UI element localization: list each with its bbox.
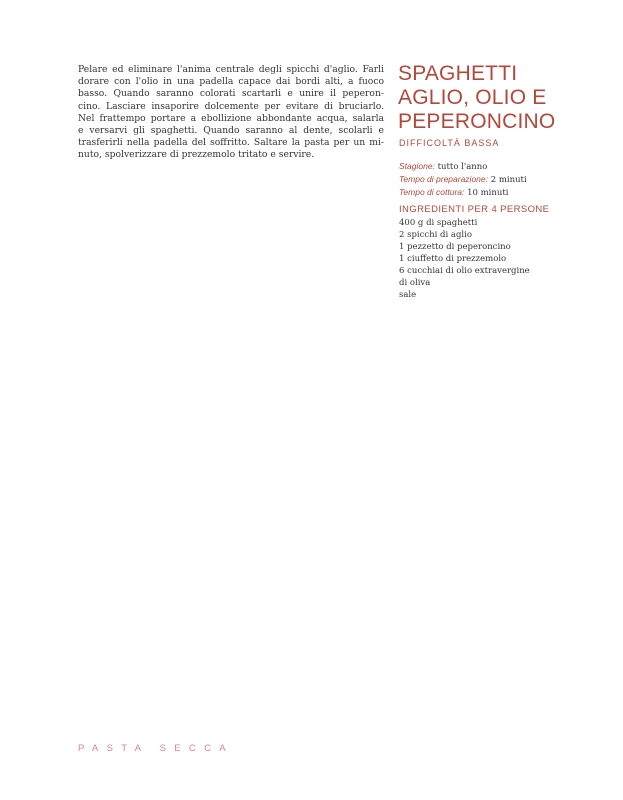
ingredient-item: 1 pezzetto di peperoncino (399, 242, 511, 252)
ingredient-item: di oliva (399, 278, 431, 288)
meta-label: Stagione: (399, 161, 435, 171)
meta-cook-time (399, 186, 527, 199)
ingredient-item: sale (399, 290, 417, 300)
ingredient-item: 2 spicchi di aglio (399, 230, 472, 240)
title-line: AGLIO, OLIO E (398, 86, 547, 109)
ingredient-item: 6 cucchiai di olio extravergine (399, 266, 530, 276)
title-line: SPAGHETTI (398, 62, 518, 85)
instruction-line: trasferirli nella padella del soffritto. Saltare la pasta per un mi- (78, 137, 384, 149)
difficulty-label: DIFFICOLTÀ BASSA (399, 138, 500, 148)
meta-season (399, 160, 527, 173)
recipe-instructions (78, 64, 384, 162)
instruction-line: Pelare ed eliminare l'anima centrale degli spicchi d'aglio. Farli (78, 64, 384, 75)
title-line: PEPERONCINO (398, 110, 556, 133)
instruction-line: nuto, spolverizzare di prezzemolo tritato e servire. (78, 149, 315, 161)
instruction-line: e versarvi gli spaghetti. Quando saranno al dente, scolarli e (78, 125, 384, 137)
meta-prep-time (399, 173, 527, 186)
recipe-meta (399, 160, 527, 199)
meta-label: Tempo di preparazione: (399, 174, 488, 184)
section-footer: PASTA SECCA (78, 743, 234, 754)
instruction-line: cino. Lasciare insaporire dolcemente per evitare di bruciarlo. (78, 100, 384, 112)
meta-label: Tempo di cottura: (399, 187, 465, 197)
meta-value: tutto l'anno (437, 162, 488, 172)
instruction-line: basso. Quando saranno colorati scartarli e unire il peperon- (78, 88, 384, 100)
ingredient-item: 1 ciuffetto di prezzemolo (399, 254, 507, 264)
instruction-line: dorare con l'olio in una padella capace dai bordi alti, a fuoco (78, 76, 384, 88)
meta-value: 2 minuti (490, 175, 527, 185)
meta-value: 10 minuti (467, 188, 509, 198)
ingredient-item: 400 g di spaghetti (399, 218, 478, 228)
recipe-title (398, 62, 555, 134)
instruction-line: Nel frattempo portare a ebollizione abbondante acqua, salarla (78, 112, 384, 124)
ingredients-heading: INGREDIENTI PER 4 PERSONE (399, 204, 550, 215)
ingredients-list (399, 217, 530, 301)
